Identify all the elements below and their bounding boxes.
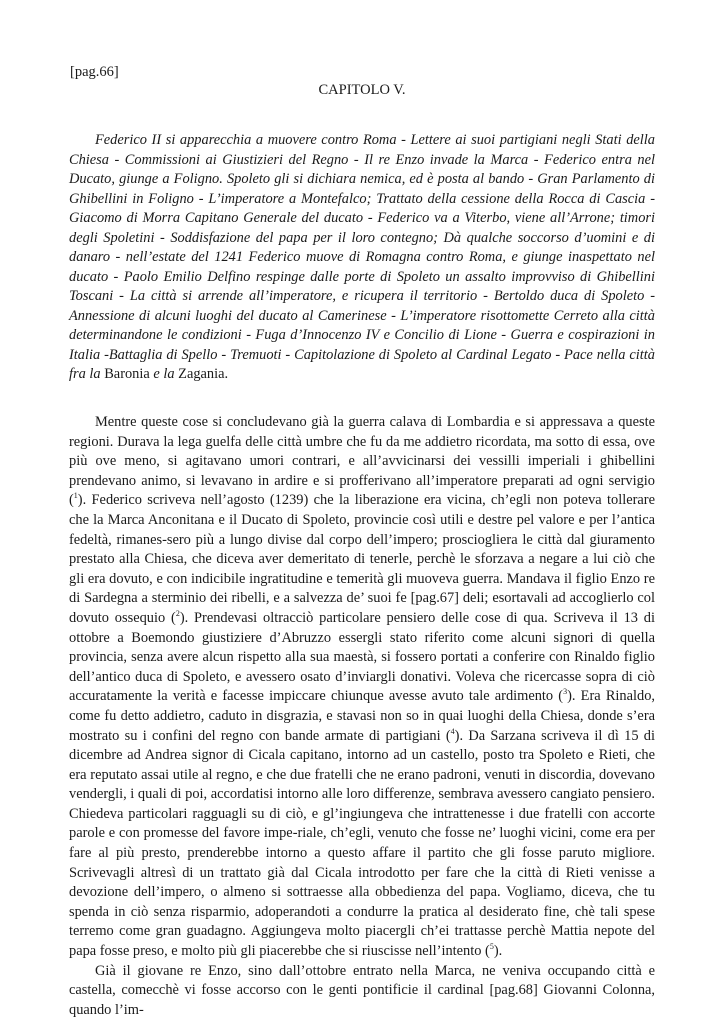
footnote-ref[interactable]: 5 [489, 942, 494, 952]
chapter-body [69, 413, 655, 1020]
page-marker: [pag.66] [70, 64, 119, 80]
footnote-ref[interactable]: 2 [175, 609, 180, 619]
chapter-title: CAPITOLO V. [318, 82, 406, 98]
paragraph-1: Mentre queste cose si concludevano già la guerra calava di Lombardia e si appressava a queste regioni. Durava la lega guelfa delle città umbre che fu da me addietro ricordata, ma sotto di essa, ove più ove meno, si agitavano umori contrari, e all’avvicinarsi dei vessilli imperiali i ghibellini prendevano animo, si levavano in ardire e si profferivano all’imperatore preparati ad ogni servigio ($^1$). Federico scriveva nell’agosto (1239) che la liberazione era vicina, ch’egli non poteva tollerare che la Marca Anconitana e il Ducato di Spoleto, provincie così utili e destre pel valore e per l’antica fedeltà, rimanes-sero più a lungo divise dal corpo dell’impero; prosciogliera le città dal giuramento prestato alla Chiesa, che diceva aver demeritato di tenerle, perchè le sforzava a negare a lui ciò che gli era dovuto, e con indicibile ingratitudine e temerità gli muoveva guerra. Mandava il figlio Enzo re di Sardegna a sterminio dei ribelli, e a salvezza de’ suoi fe [pag.67] deli; esortavali ad accoglierlo col dovuto ossequio ($^2$). Prendevasi oltracciò particolare pensiero delle cose di qua. Scriveva il 13 di ottobre a Boemondo giustiziere d’Abruzzo essergli stato riferito come alcuni signori di quella provincia, senza avere alcun rispetto alla sua maestà, si fossero portati a conferire con Rinaldo figlio dell’antico duca di Spoleto, e avessero osato d’inviargli donativi. Voleva che ricercasse sopra di ciò accuratamente la verità e facesse impiccare chiunque avesse avuto tale ardimento ($^3$). Era Rinaldo, come fu detto addietro, caduto in disgrazia, e stavasi non so in quai luoghi della Chiesa, donde s’era mostrato su i confini del regno con bande armate di partigiani ($^4$). Da Sarzana scriveva il dì 15 di dicembre ad Andrea signor di Cicala capitano, intorno ad un castello, posto tra Spoleto e Rieti, che era reputato assai utile al regno, e che due fratelli che ne erano padroni, venuti in discordia, dovevano vendergli, i quali di poi, accordatisi intorno alle loro differenze, sembrava avessero cangiato pensiero. Chiedeva particolari ragguagli su di ciò, e gl’ingiungeva che intrattenesse i due fratelli con accorte parole e con promesse del favore impe-riale, ch’egli, venuto che fosse ne’ luoghi vicini, come era per fare al più presto, prenderebbe intorno a questo affare il partito che gli fosse paruto migliore. Scrivevagli altresì di un trattato già dal Cicala introdotto per fare che la città di Rieti venisse a devozione dell’impero, o almeno si sottraesse alla obbedienza del papa. Vogliamo, diceva, che tu spenda in ciò senza risparmio, adoperandoti a condurre la pratica al desiderato fine, chè tali spese terremo come gran guadagno. Aggiungeva molto piacergli ch’ei trattasse perchè Mattia nepote del papa fosse preso, e molto più gli piacerebbe che si riuscisse nell’intento ($^5$). [69, 414, 655, 960]
footnote-ref[interactable]: 1 [73, 491, 78, 501]
footnote-ref[interactable]: 4 [450, 726, 455, 736]
paragraph-2: Già il giovane re Enzo, sino dall’ottobre entrato nella Marca, ne veniva occupando città e castella, comecchè vi fosse accorso con le genti pontificie il cardinal [pag.68] Giovanni Colonna, quando l’im- [69, 962, 655, 1018]
footnote-ref[interactable]: 3 [563, 687, 568, 697]
chapter-summary: Federico II si apparecchia a muovere contro Roma - Lettere ai suoi partigiani negli Stati della Chiesa - Commissioni ai Giustizieri del Regno - Il re Enzo invade la Marca - Federico entra nel Ducato, giunge a Foligno. Spoleto gli si dichiara nemica, ed è posta al bando - Gran Parlamento di Ghibellini in Foligno - L’imperatore a Montefalco; Trattato della cessione della Rocca di Cascia - Giacomo di Morra Capitano Generale del ducato - Federico va a Viterbo, viene all’Arrone; timori degli Spoletini - Soddisfazione del papa per il loro contegno; Dà qualche soccorso d’uomini e di danaro - nell’estate del 1241 Federico muove di Romagna contro Roma, e giunge inaspettato nel ducato - Paolo Emilio Delfino respinge dalle porte di Spoleto un assalto improvviso di Ghibellini Toscani - La città si arrende all’imperatore, e ricupera il territorio - Bertoldo duca di Spoleto - Annessione di alcuni luoghi del ducato al Camerinese - L’imperatore risottomette Cerreto alla città determinandone le condizioni - Fuga d’Innocenzo IV e Concilio di Lione - Guerra e cospirazioni in Italia -Battaglia di Spello - Tremuoti - Capitolazione di Spoleto al Cardinal Legato - Pace nella città fra la Baronia e la Zagania. [69, 132, 655, 382]
